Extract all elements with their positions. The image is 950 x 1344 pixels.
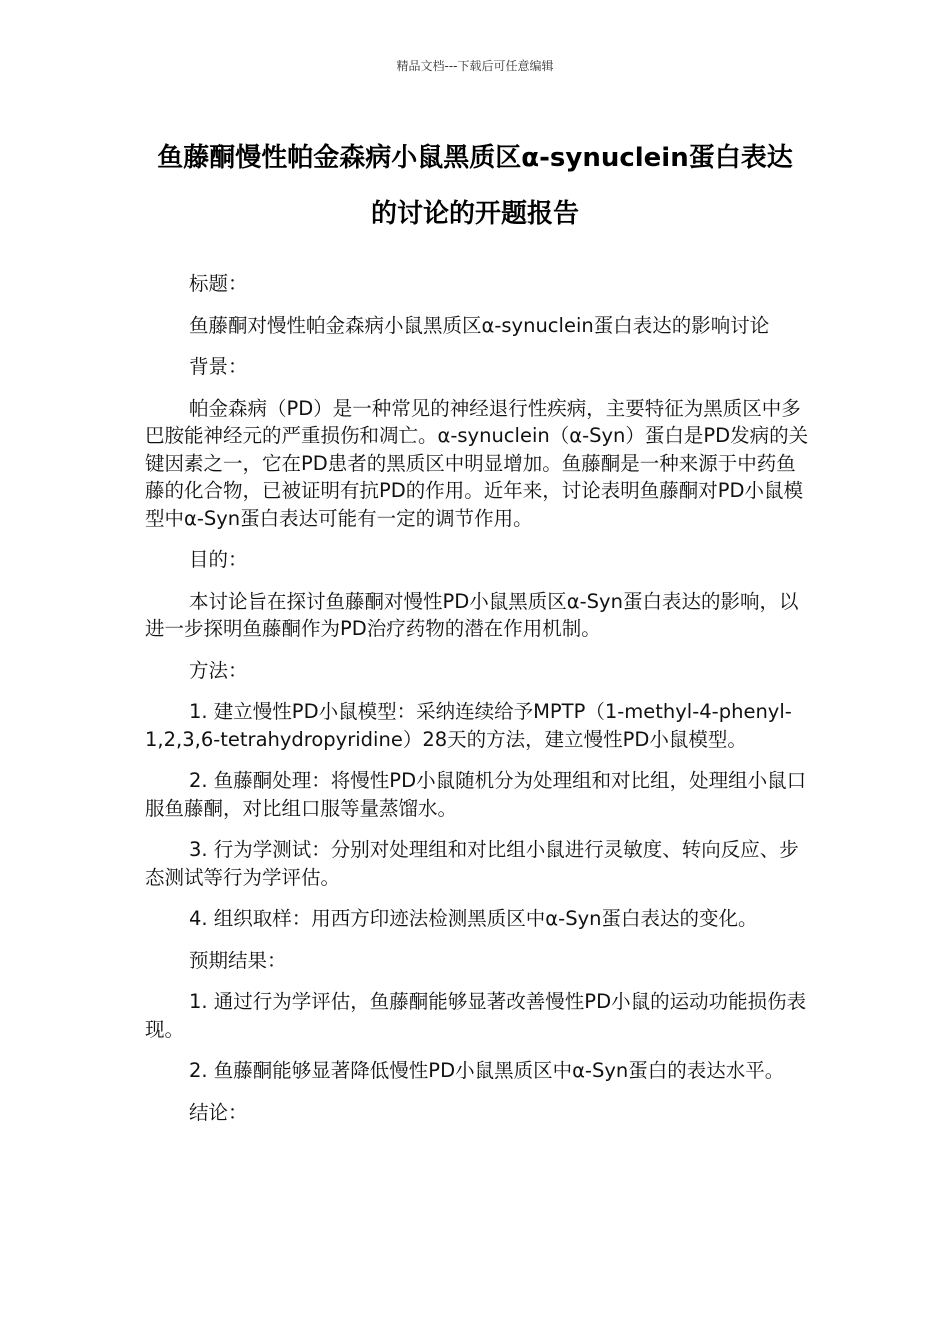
section-label-background: 背景： xyxy=(189,355,248,378)
paragraph-result-2: 2. 鱼藤酮能够显著降低慢性PD小鼠黑质区中α-Syn蛋白的表达水平。 xyxy=(189,1059,785,1082)
section-label-expected-results: 预期结果： xyxy=(189,948,287,972)
section-label-conclusion: 结论： xyxy=(189,1100,248,1124)
document-title: 鱼藤酮慢性帕金森病小鼠黑质区α-synuclein蛋白表达的讨论的开题报告 xyxy=(157,143,793,229)
section-label-method: 方法： xyxy=(189,658,248,682)
document-body xyxy=(145,270,810,1140)
paragraph-method-2: 2. 鱼藤酮处理：将慢性PD小鼠随机分为处理组和对比组，处理组小鼠口服鱼藤酮，对比组口服等量蒸馏水。 xyxy=(145,769,807,820)
paragraph-method-3: 3. 行为学测试：分别对处理组和对比组小鼠进行灵敏度、转向反应、步态测试等行为学评估。 xyxy=(145,838,799,889)
section-label-title: 标题： xyxy=(189,272,248,295)
paragraph-result-1: 1. 通过行为学评估，鱼藤酮能够显著改善慢性PD小鼠的运动功能损伤表现。 xyxy=(145,990,807,1041)
section-label-purpose: 目的： xyxy=(189,548,248,571)
paragraph-method-1: 1. 建立慢性PD小鼠模型：采纳连续给予MPTP（1-methyl-4-phenyl-1,2,3,6-tetrahydropyridine）28天的方法，建立慢性PD小鼠模型。 xyxy=(145,700,792,751)
page-header: 精品文档---下载后可任意编辑 xyxy=(396,59,554,73)
paragraph-purpose: 本讨论旨在探讨鱼藤酮对慢性PD小鼠黑质区α-Syn蛋白表达的影响，以进一步探明鱼藤酮作为PD治疗药物的潜在作用机制。 xyxy=(145,589,799,640)
paragraph-title-text: 鱼藤酮对慢性帕金森病小鼠黑质区α-synuclein蛋白表达的影响讨论 xyxy=(189,313,770,337)
paragraph-method-4: 4. 组织取样：用西方印迹法检测黑质区中α-Syn蛋白表达的变化。 xyxy=(189,907,758,930)
paragraph-background: 帕金森病（PD）是一种常见的神经退行性疾病，主要特征为黑质区中多巴胺能神经元的严重损伤和凋亡。α-synuclein（α-Syn）蛋白是PD发病的关键因素之一，它在PD患者的黑质区中明显增加。鱼藤酮是一种来源于中药鱼藤的化合物，已被证明有抗PD的作用。近年来，讨论表明鱼藤酮对PD小鼠模型中α-Syn蛋白表达可能有一定的调节作用。 xyxy=(145,396,809,530)
